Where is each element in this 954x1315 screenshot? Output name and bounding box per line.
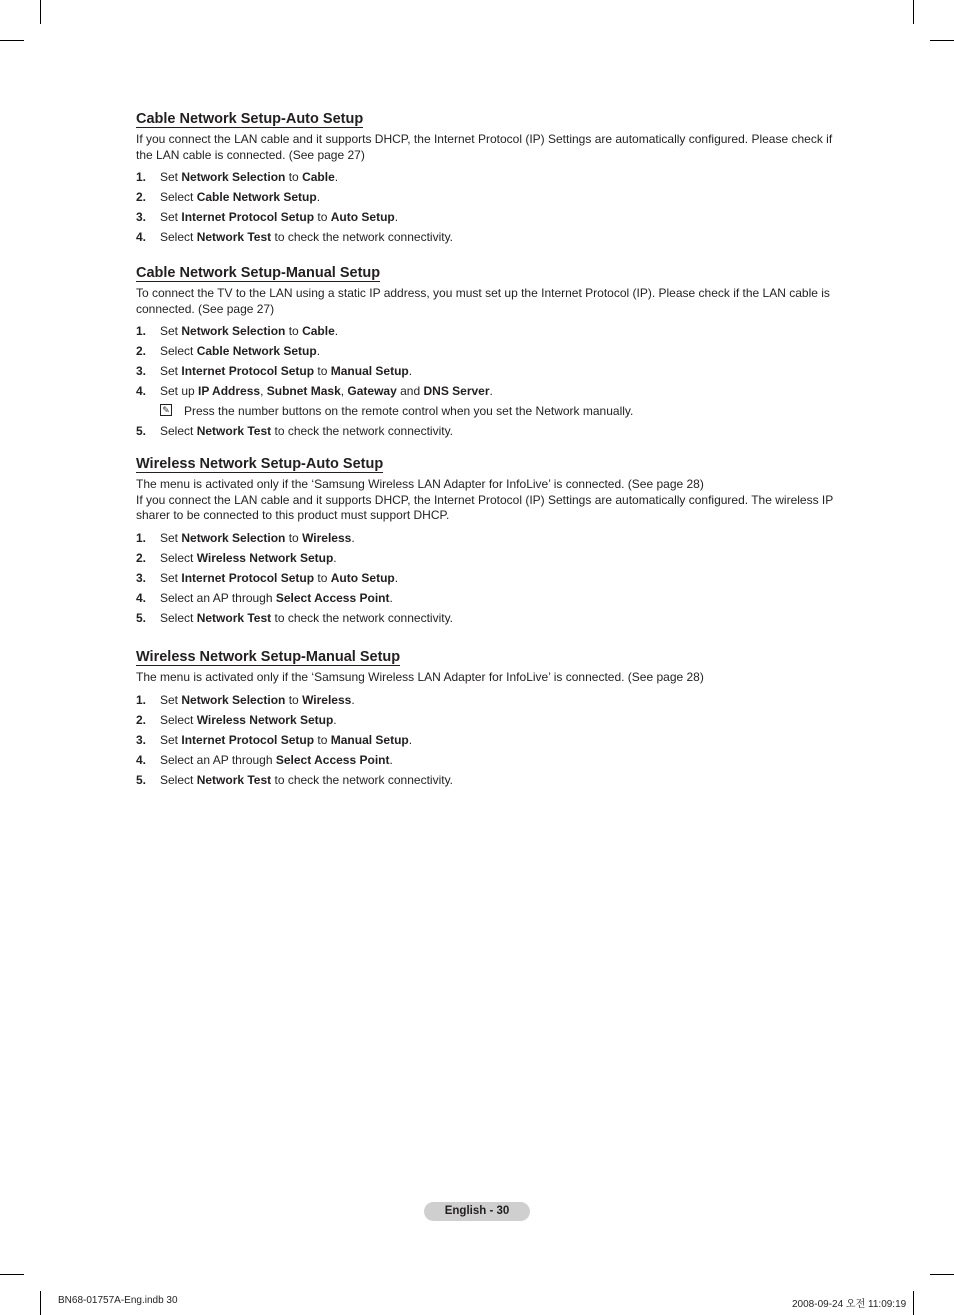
step-list (136, 693, 846, 793)
step-item (136, 170, 846, 190)
menu-term: IP Address (198, 384, 261, 398)
section-paragraph: The menu is activated only if the ‘Samsung Wireless LAN Adapter for InfoLive’ is connected. (See page 28) (136, 670, 704, 684)
step-text: to check the network connectivity. (271, 424, 454, 438)
step-text: Set (160, 210, 182, 224)
step-text: , (340, 384, 348, 398)
section-paragraph: If you connect the LAN cable and it supports DHCP, the Internet Protocol (IP) Settings are automatically configured. Please check if the LAN cable is connected. (See page 27) (136, 132, 833, 162)
menu-term: Wireless (302, 530, 352, 545)
menu-term: Wireless (302, 692, 352, 707)
step-number: 1. (136, 324, 147, 338)
step-item (136, 551, 846, 571)
step-list (136, 170, 846, 250)
crop-mark (0, 40, 24, 41)
menu-term: Manual Setup (330, 732, 409, 747)
menu-term: Subnet Mask (266, 384, 341, 398)
step-text: Select (160, 712, 197, 727)
step-text: Set (160, 324, 182, 338)
menu-term: Network Selection (181, 170, 286, 184)
step-item (136, 753, 846, 773)
step-text: Select an AP through (160, 590, 276, 605)
step-item (136, 693, 846, 713)
step-text: . (394, 570, 399, 585)
crop-mark (40, 0, 41, 24)
step-text: . (351, 530, 355, 545)
step-text: Select an AP through (160, 752, 276, 767)
step-item (136, 571, 846, 591)
step-item (136, 324, 846, 344)
step-text: Set (160, 364, 182, 378)
step-number: 5. (136, 610, 147, 625)
step-text: Set (160, 530, 182, 545)
step-item (136, 713, 846, 733)
menu-term: Internet Protocol Setup (181, 732, 315, 747)
menu-term: Auto Setup (330, 570, 395, 585)
section-title: Wireless Network Setup-Manual Setup (136, 649, 401, 665)
step-text: to check the network connectivity. (271, 772, 454, 787)
step-text: Select (160, 772, 197, 787)
menu-term: Select Access Point (275, 752, 390, 767)
note (136, 404, 846, 424)
step-text: Set (160, 170, 182, 184)
step-item (136, 210, 846, 230)
step-item (136, 733, 846, 753)
step-text: Set (160, 692, 182, 707)
section (136, 455, 846, 631)
section-title: Cable Network Setup-Manual Setup (136, 265, 381, 281)
section (136, 264, 846, 444)
menu-term: Wireless Network Setup (196, 712, 334, 727)
step-item (136, 531, 846, 551)
step-number: 2. (136, 344, 147, 358)
step-number: 4. (136, 230, 147, 244)
step-text: . (334, 324, 339, 338)
step-text: to check the network connectivity. (271, 230, 454, 244)
step-text: . (389, 590, 393, 605)
step-item (136, 344, 846, 364)
step-text: . (408, 364, 413, 378)
step-text: Select (160, 190, 197, 204)
step-text: Select (160, 230, 197, 244)
step-number: 3. (136, 732, 147, 747)
step-text: . (408, 732, 413, 747)
print-slug-left: BN68-01757A-Eng.indb 30 (58, 1295, 178, 1306)
note-icon: ✎ (160, 404, 172, 416)
step-list (136, 531, 846, 631)
menu-term: Auto Setup (330, 210, 395, 224)
crop-mark (0, 1274, 24, 1275)
step-text: to (314, 210, 331, 224)
crop-mark (40, 1291, 41, 1315)
menu-term: DNS Server (423, 384, 490, 398)
crop-mark (913, 1291, 914, 1315)
menu-term: Select Access Point (275, 590, 390, 605)
step-number: 5. (136, 772, 147, 787)
step-text: to (314, 364, 331, 378)
note-text: Press the number buttons on the remote control when you set the Network manually. (184, 404, 634, 418)
step-text: . (333, 550, 337, 565)
step-text: to (285, 170, 303, 184)
menu-term: Cable Network Setup (196, 344, 317, 358)
section (136, 110, 846, 250)
step-text: . (334, 170, 339, 184)
step-number: 1. (136, 530, 147, 545)
section-paragraph: The menu is activated only if the ‘Samsung Wireless LAN Adapter for InfoLive’ is connected. (See page 28) (136, 477, 704, 491)
step-number: 3. (136, 364, 147, 378)
step-number: 2. (136, 550, 147, 565)
step-number: 2. (136, 190, 147, 204)
step-text: . (333, 712, 337, 727)
step-text: to check the network connectivity. (271, 610, 454, 625)
menu-term: Wireless Network Setup (196, 550, 334, 565)
section-title: Wireless Network Setup-Auto Setup (136, 456, 384, 472)
step-item (136, 230, 846, 250)
step-number: 3. (136, 570, 147, 585)
step-item (136, 591, 846, 611)
crop-mark (913, 0, 914, 24)
step-number: 4. (136, 384, 147, 398)
step-text: . (316, 190, 321, 204)
menu-term: Gateway (347, 384, 397, 398)
step-text: . (389, 752, 393, 767)
section-title: Cable Network Setup-Auto Setup (136, 111, 364, 127)
menu-term: Network Selection (181, 324, 286, 338)
crop-mark (930, 1274, 954, 1275)
step-number: 4. (136, 590, 147, 605)
step-text: Select (160, 424, 197, 438)
menu-term: Network Selection (181, 692, 286, 707)
step-text: to (285, 530, 303, 545)
menu-term: Network Test (196, 772, 272, 787)
step-text: . (394, 210, 399, 224)
menu-term: Network Test (196, 424, 272, 438)
step-list (136, 324, 846, 444)
menu-term: Internet Protocol Setup (181, 570, 315, 585)
section-paragraph: To connect the TV to the LAN using a static IP address, you must set up the Internet Protocol (IP). Please check if the LAN cable is connected. (See page 27) (136, 286, 830, 316)
step-item (136, 190, 846, 210)
menu-term: Cable Network Setup (196, 190, 317, 204)
step-text: . (351, 692, 355, 707)
step-item (136, 384, 846, 404)
step-number: 5. (136, 424, 147, 438)
step-item (136, 611, 846, 631)
step-number: 1. (136, 692, 147, 707)
step-number: 1. (136, 170, 147, 184)
step-text: Select (160, 550, 197, 565)
step-text: . (316, 344, 321, 358)
menu-term: Network Test (196, 610, 272, 625)
step-text: to (314, 732, 331, 747)
step-text: Set (160, 570, 182, 585)
menu-term: Internet Protocol Setup (181, 364, 315, 378)
section (136, 648, 846, 793)
crop-mark (930, 40, 954, 41)
step-text: to (314, 570, 331, 585)
step-text: Set up (160, 384, 199, 398)
menu-term: Network Selection (181, 530, 286, 545)
step-text: , (260, 384, 267, 398)
step-number: 3. (136, 210, 147, 224)
menu-term: Cable (302, 170, 335, 184)
step-text: Select (160, 610, 197, 625)
step-number: 2. (136, 712, 147, 727)
step-item (136, 364, 846, 384)
menu-term: Network Test (196, 230, 272, 244)
section-paragraph: If you connect the LAN cable and it supports DHCP, the Internet Protocol (IP) Settings are automatically configured. The wireless IP sharer to be connected to this product must support DHCP. (136, 492, 834, 522)
menu-term: Manual Setup (330, 364, 409, 378)
step-text: to (285, 692, 303, 707)
step-text: Select (160, 344, 197, 358)
print-slug-right: 2008-09-24 오전 11:09:19 (792, 1299, 907, 1310)
step-text: Set (160, 732, 182, 747)
step-text: and (396, 384, 424, 398)
step-item (136, 773, 846, 793)
step-item (136, 424, 846, 444)
menu-term: Cable (302, 324, 335, 338)
step-text: . (489, 384, 493, 398)
step-text: to (285, 324, 303, 338)
step-number: 4. (136, 752, 147, 767)
page-number-badge: English - 30 (424, 1202, 530, 1221)
menu-term: Internet Protocol Setup (181, 210, 315, 224)
